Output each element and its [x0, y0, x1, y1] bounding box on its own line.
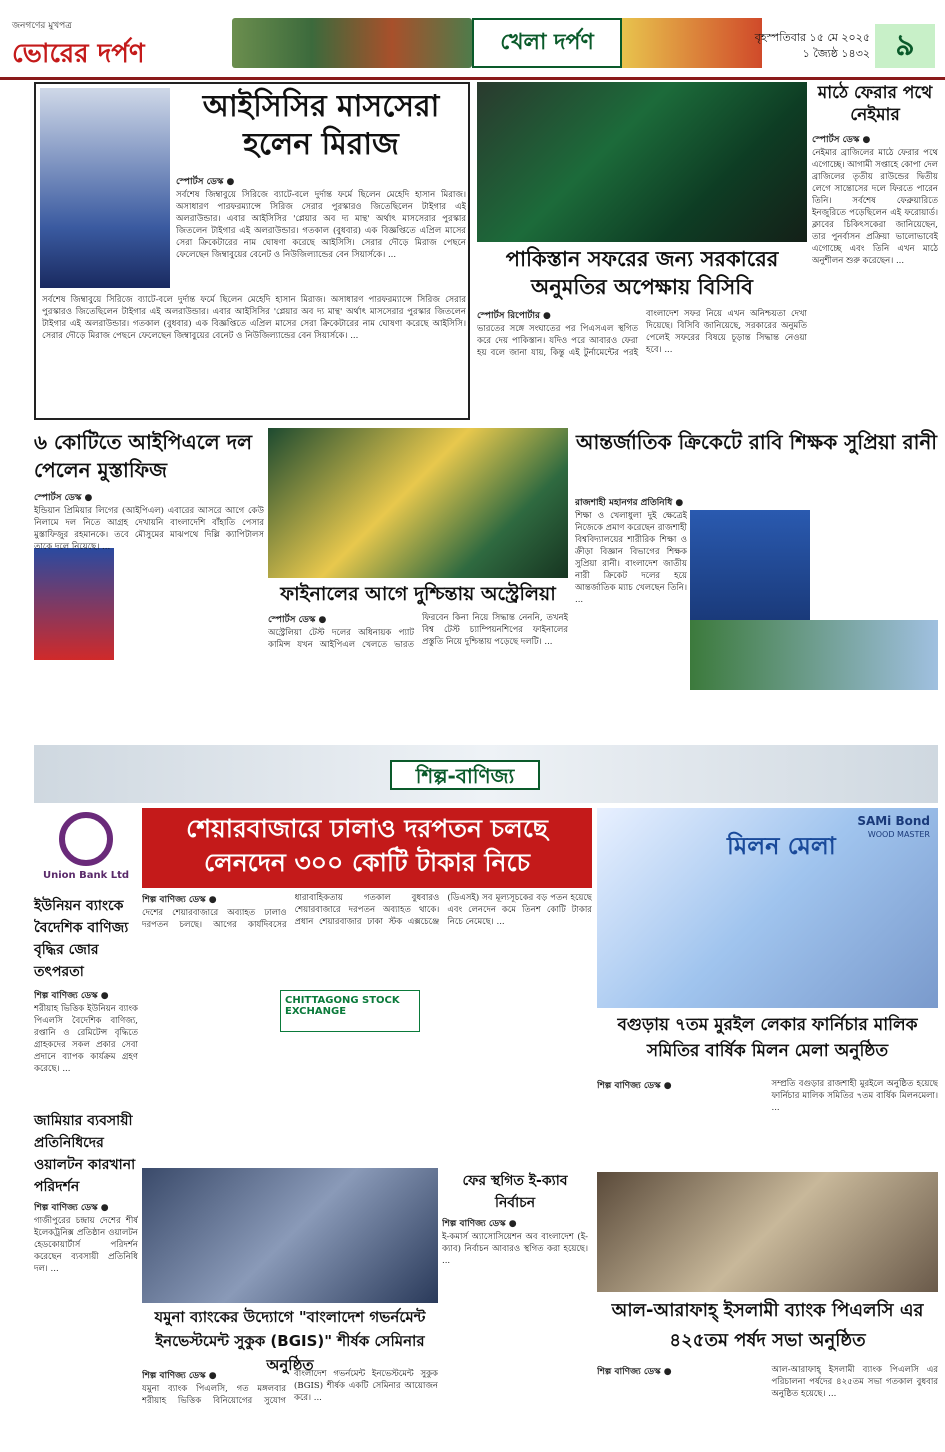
rabi-byline: রাজশাহী মহানগর প্রতিনিধি ●	[575, 498, 684, 508]
share-text: দেশের শেয়ারবাজারে অব্যাহত ঢালাও দরপতন চলছে। আগের কার্যদিবসের ধারাবাহিকতায় গতকাল বুধবারও শেয়ারবাজারে দরপতন অব্যাহত থাকে। প্রধান শেয়ারবাজার ঢাকা স্টক এক্সচেঞ্জে (ডিএসই) সব মূল্যসূচকের বড় পতন হয়েছে এবং লেনদেন কমে তিনশ কোটি টাকার নিচে নেমেছে। ...	[142, 893, 592, 930]
furniture-body	[597, 1078, 938, 1168]
australia-byline: স্পোর্টস ডেস্ক ●	[268, 615, 327, 625]
jamuna-seminar-photo	[142, 1168, 438, 1303]
bcb-body	[477, 308, 807, 420]
jamdani-text: গাজীপুরের চন্দ্রায় দেশের শীর্ষ ইলেকট্রনিক্স প্রতিষ্ঠান ওয়ালটন হেডকোয়ার্টার্স পরিদর্শন করেছেন ব্যবসায়ী প্রতিনিধি দল। ...	[34, 1216, 138, 1274]
ad-sub: WOOD MASTER	[867, 830, 930, 839]
mustafiz-body	[34, 490, 264, 740]
alarafah-headline[interactable]: আল-আরাফাহ্ ইসলামী ব্যাংক পিএলসি এর ৪২৫তম পর্ষদ সভা অনুষ্ঠিত	[611, 1300, 924, 1351]
miraz-byline: স্পোর্টস ডেস্ক ●	[176, 177, 235, 187]
union-bank-logo	[38, 808, 134, 890]
sports-banner-photo	[232, 18, 472, 68]
team-group-photo	[690, 620, 938, 690]
masthead	[0, 0, 945, 80]
issue-date	[740, 30, 870, 62]
miraz-headline[interactable]: আইসিসির মাসসেরা হলেন মিরাজ	[202, 89, 440, 162]
miraz-text: সর্বশেষ জিম্বাবুয়ে সিরিজে ব্যাটে-বলে দুর্দান্ত ফর্মে ছিলেন মেহেদি হাসান মিরাজ। অসাধারণ পারফরম্যান্সে সিরিজ সেরার পুরস্কারও জিতেছিলেন টাইগার এই অলরাউন্ডার। এবার আইসিসির 'প্লেয়ার অব দ্য মান্থ' অর্থাৎ মাসসেরার পুরস্কার জিতলেন টাইগার এই অলরাউন্ডার। গতকাল (বুধবার) এক বিজ্ঞপ্তিতে এপ্রিল মাসের সেরা ক্রিকেটারের নাম ঘোষণা করেছে আইসিসি। সেরার দৌড়ে মিরাজ পেছনে ফেলেছেন জিম্বাবুয়ের বেনেট ও নিউজিল্যান্ডের বেন সিয়ার্সকে। ...	[176, 190, 466, 260]
miraz-body	[176, 174, 466, 290]
bcb-headline[interactable]: পাকিস্তান সফরের জন্য সরকারের অনুমতির অপেক্ষায় বিসিবি	[505, 247, 779, 299]
miraz-photo	[40, 88, 170, 288]
alarafah-text: আল-আরাফাহ্ ইসলামী ব্যাংক পিএলসি এর পরিচালনা পর্ষদের ৪২৫তম সভা গতকাল বুধবার অনুষ্ঠিত হয়েছে। ...	[771, 1365, 938, 1399]
ecab-headline[interactable]: ফের স্থগিত ই-ক্যাব নির্বাচন	[462, 1173, 568, 1211]
rabi-text: শিক্ষা ও খেলাধুলা দুই ক্ষেত্রেই নিজেকে প্রমাণ করেছেন রাজশাহী বিশ্ববিদ্যালয়ের শারীরিক শিক্ষা ও ক্রীড়া বিজ্ঞান বিভাগের শিক্ষক সুপ্রিয়া রানী। বাংলাদেশ জাতীয় নারী ক্রিকেট দলের হয়ে আন্তর্জাতিক ম্যাচ খেলছেন তিনি। ...	[575, 511, 687, 605]
logo-tagline: জনগণের মুখপত্র	[12, 21, 72, 31]
jamuna-body	[142, 1368, 438, 1446]
neymar-byline: স্পোর্টস ডেস্ক ●	[812, 135, 871, 145]
jamdani-body	[34, 1200, 138, 1440]
logo-text: ভোরের দর্পণ	[12, 39, 145, 69]
union-body	[34, 988, 138, 1108]
union-bank-name: Union Bank Ltd	[42, 870, 130, 881]
jamdani-byline: শিল্প বাণিজ্য ডেস্ক ●	[34, 1203, 109, 1213]
supriya-photo	[690, 510, 810, 620]
furniture-text: সম্প্রতি বগুড়ার রাজশাহী মুরইলে অনুষ্ঠিত হয়েছে ফার্নিচার মালিক সমিতির ৭তম বার্ষিক মিলনমেলা। ...	[771, 1079, 938, 1113]
section-title: খেলা দর্পণ	[472, 18, 622, 68]
bangladesh-team-photo	[477, 82, 807, 242]
alarafah-body	[597, 1364, 938, 1446]
neymar-text: নেইমার ব্রাজিলের মাঠে ফেরার পথে এগোচ্ছে। আগামী সপ্তাহে কোপা দেল ব্রাজিলের তৃতীয় রাউন্ডের দ্বিতীয় লেগে সান্তোসের দলে ফিরতে পারেন তিনি। সর্বশেষ ফেব্রুয়ারিতে ইনজুরিতে পড়েছিলেন এই ফরোয়ার্ড। ক্লাবের চিকিৎসকেরা জানিয়েছেন, তার পুনর্বাসন প্রক্রিয়া ভালোভাবেই এগোচ্ছে এবং তিনি এখন মাঠে অনুশীলন শুরু করেছেন। ...	[812, 148, 938, 266]
rabi-body	[575, 495, 687, 740]
neymar-body	[812, 132, 938, 420]
ad-brand: SAMi Bond	[857, 814, 930, 828]
alarafah-meeting-photo	[597, 1172, 938, 1292]
ecab-body	[442, 1216, 588, 1444]
page-number: ৯	[875, 24, 935, 68]
mustafiz-headline[interactable]: ৬ কোটিতে আইপিএলে দল পেলেন মুস্তাফিজ	[34, 430, 253, 482]
union-text: শরীয়াহ ভিত্তিক ইউনিয়ন ব্যাংক পিএলসি বৈদেশিক বাণিজ্য, রপ্তানি ও রেমিটেন্স বৃদ্ধিতে গ্রাহকদের সকল প্রকার সেবা প্রদানে ব্যাপক কার্যক্রম গ্রহণ করেছে। ...	[34, 1004, 138, 1074]
australia-team-photo	[268, 428, 568, 578]
furniture-headline[interactable]: বগুড়ায় ৭তম মুরইল লেকার ফার্নিচার মালিক সমিতির বার্ষিক মিলন মেলা অনুষ্ঠিত	[617, 1015, 918, 1061]
jamuna-byline: শিল্প বাণিজ্য ডেস্ক ●	[142, 1371, 217, 1381]
jamuna-text: যমুনা ব্যাংক পিএলসি, গত মঙ্গলবার শরীয়াহ ভিত্তিক বিনিয়োগের সুযোগ বাংলাদেশ গভর্নমেন্ট ইনভেস্টমেন্ট সুকুক (BGIS) শীর্ষক একটি সেমিনার আয়োজন করে। ...	[142, 1369, 438, 1406]
date-gregorian: বৃহস্পতিবার ১৫ মে ২০২৫	[754, 31, 870, 44]
ecab-byline: শিল্প বাণিজ্য ডেস্ক ●	[442, 1219, 517, 1229]
ad-milan: মিলন মেলা	[727, 832, 836, 860]
union-headline[interactable]: ইউনিয়ন ব্যাংকে বৈদেশিক বাণিজ্য বৃদ্ধির জোর তৎপরতা	[34, 898, 129, 980]
miraz-body-cont	[42, 294, 466, 416]
newspaper-logo[interactable]	[12, 18, 182, 68]
cse-logo: CHITTAGONG STOCK EXCHANGE	[280, 990, 420, 1032]
mustafiz-byline: স্পোর্টস ডেস্ক ●	[34, 493, 93, 503]
bcb-text: ভারতের সঙ্গে সংঘাতের পর পিএসএল স্থগিত করে দেয় পাকিস্তান। যদিও পরে আবারও ফেরা হয় বলে জানা যায়, কিন্তু এই টুর্নামেন্টের পরই বাংলাদেশ সফর নিয়ে এখন অনিশ্চয়তা দেখা দিয়েছে। বিসিবি জানিয়েছে, সরকারের অনুমতি পেলেই সফরের বিষয়ে চূড়ান্ত সিদ্ধান্ত নেওয়া হবে। ...	[477, 309, 807, 358]
australia-text: অস্ট্রেলিয়া টেস্ট দলের অধিনায়ক প্যাট কামিন্স যখন আইপিএল খেলতে ভারত ফিরবেন কিনা নিয়ে সিদ্ধান্ত নেননি, তখনই বিশ্ব টেস্ট চ্যাম্পিয়নশিপের ফাইনালের প্রস্তুতি নিয়ে দুশ্চিন্তায় পড়েছে দলটি। ...	[268, 613, 568, 650]
neymar-headline[interactable]: মাঠে ফেরার পথে নেইমার	[817, 83, 933, 125]
bcb-byline: স্পোর্টস রিপোর্টার ●	[477, 311, 551, 321]
samibond-ad[interactable]	[597, 808, 938, 1008]
australia-headline[interactable]: ফাইনালের আগে দুশ্চিন্তায় অস্ট্রেলিয়া	[280, 583, 556, 605]
jamuna-headline[interactable]: যমুনা ব্যাংকের উদ্যোগে "বাংলাদেশ গভর্নমেন্ট ইনভেস্টমেন্ট সুকুক (BGIS)" শীর্ষক সেমিনার অনুষ্ঠিত	[154, 1308, 426, 1374]
business-section-title: শিল্প-বাণিজ্য	[390, 760, 540, 790]
furniture-byline: শিল্প বাণিজ্য ডেস্ক ●	[597, 1081, 672, 1091]
ecab-text: ই-কমার্স অ্যাসোসিয়েশন অব বাংলাদেশ (ই-ক্যাব) নির্বাচন আবারও স্থগিত করা হয়েছে। ...	[442, 1232, 588, 1266]
miraz-article	[34, 82, 470, 420]
union-byline: শিল্প বাণিজ্য ডেস্ক ●	[34, 991, 109, 1001]
share-headline[interactable]: শেয়ারবাজারে ঢালাও দরপতন চলছে লেনদেন ৩০০ কোটি টাকার নিচে	[186, 814, 548, 877]
jamdani-headline[interactable]: জামিয়ার ব্যবসায়ী প্রতিনিধিদের ওয়ালটন কারখানা পরিদর্শন	[34, 1113, 136, 1195]
alarafah-byline: শিল্প বাণিজ্য ডেস্ক ●	[597, 1367, 672, 1377]
rabi-headline[interactable]: আন্তর্জাতিক ক্রিকেটে রাবি শিক্ষক সুপ্রিয়া রানী	[575, 430, 938, 454]
miraz-text-cont: সর্বশেষ জিম্বাবুয়ে সিরিজে ব্যাটে-বলে দুর্দান্ত ফর্মে ছিলেন মেহেদি হাসান মিরাজ। অসাধারণ পারফরম্যান্সে সিরিজ সেরার পুরস্কারও জিতেছিলেন টাইগার এই অলরাউন্ডার। এবার আইসিসির 'প্লেয়ার অব দ্য মান্থ' অর্থাৎ মাসসেরার পুরস্কার জিতলেন টাইগার এই অলরাউন্ডার। গতকাল (বুধবার) এক বিজ্ঞপ্তিতে এপ্রিল মাসের সেরা ক্রিকেটারের নাম ঘোষণা করেছে আইসিসি। সেরার দৌড়ে মিরাজ পেছনে ফেলেছেন জিম্বাবুয়ের বেনেট ও নিউজিল্যান্ডের বেন সিয়ার্সকে। ...	[42, 295, 466, 341]
share-byline: শিল্প বাণিজ্য ডেস্ক ●	[142, 895, 217, 905]
date-bangla: ১ জ্যৈষ্ঠ ১৪৩২	[802, 47, 870, 60]
australia-body	[268, 612, 568, 740]
mustafiz-text: ইন্ডিয়ান প্রিমিয়ার লিগের (আইপিএল) এবারের আসরে আগে কেউ নিলামে দল নিতে আগ্রহ দেখায়নি বাংলাদেশি বাঁহাতি পেসার মুস্তাফিজুর রহমানকে। তবে মৌসুমের মাঝপথে দিল্লি ক্যাপিটালস তাকে দলে নিয়েছে। ...	[34, 506, 264, 552]
